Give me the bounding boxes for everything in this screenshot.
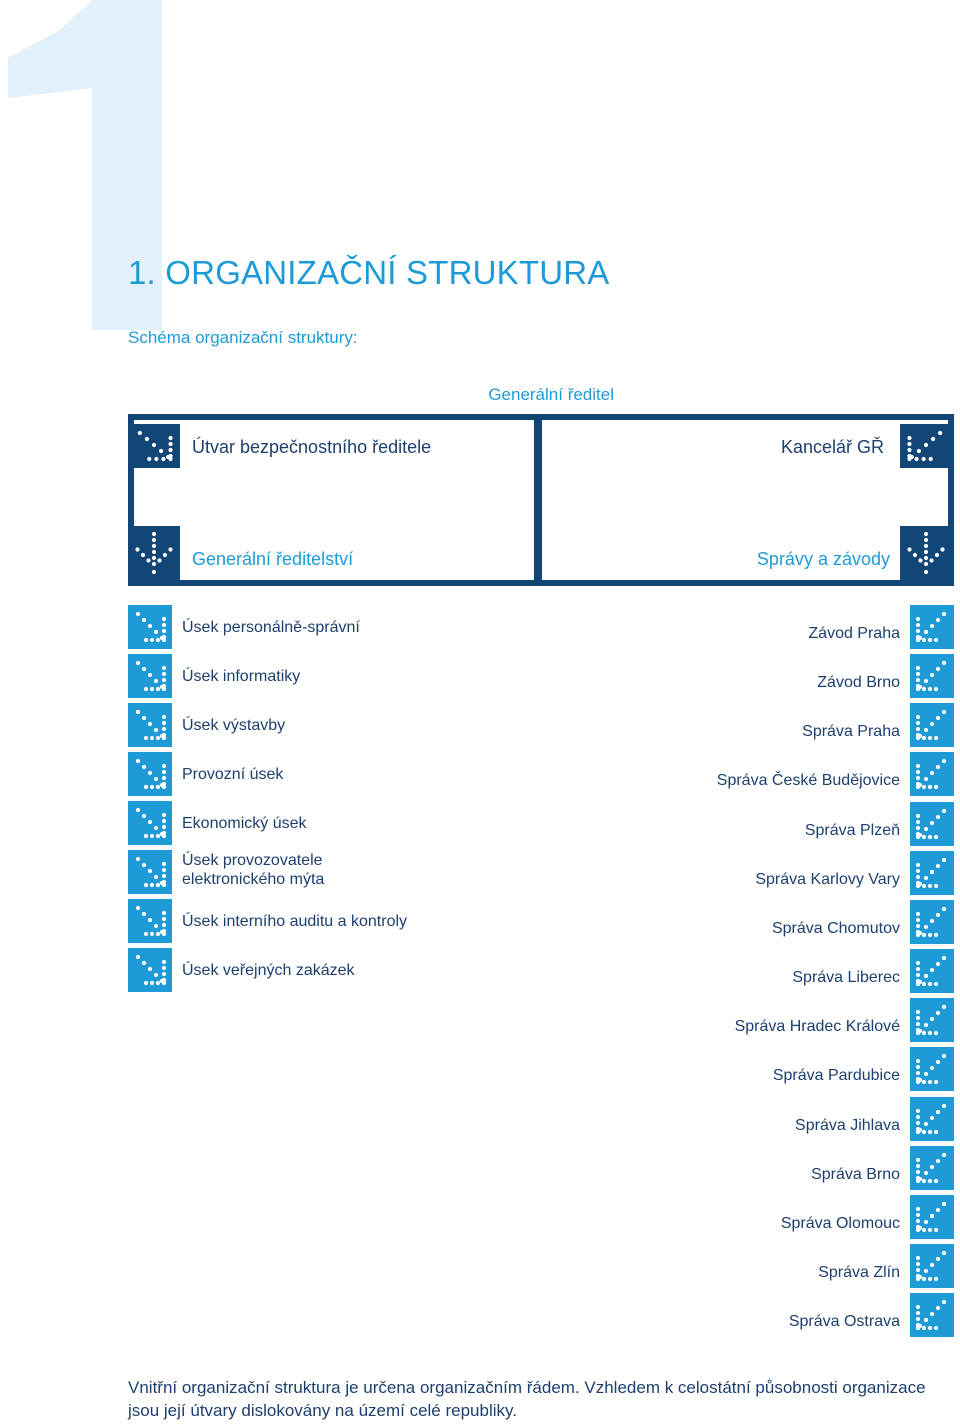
arrow-down-right-dots-icon (128, 654, 172, 698)
arrow-down-left-dots-icon (910, 802, 954, 846)
arrow-down-left-dots-icon (910, 1146, 954, 1190)
arrow-down-left-dots-icon (910, 998, 954, 1042)
left-unit-label: Úsek informatiky (182, 668, 301, 685)
right-unit-label: Závod Brno (817, 674, 900, 692)
arrow-down-left-dots-icon (910, 605, 954, 649)
right-unit-label: Správa Zlín (818, 1263, 900, 1281)
director-label: Generální ředitel (488, 385, 614, 404)
arrow-down-right-dots-icon (128, 948, 172, 992)
left-unit-label: Provozní úsek (182, 766, 284, 783)
arrow-down-left-dots-icon (910, 703, 954, 747)
arrow-down-left-dots-icon (910, 1244, 954, 1288)
arrow-down-left-dots-icon (910, 851, 954, 895)
office-icon (900, 424, 952, 468)
right-unit-label: Správa Pardubice (772, 1067, 900, 1085)
page-subtitle: Schéma organizační struktury: (128, 328, 358, 347)
left-unit-label: Úsek výstavby (182, 717, 286, 734)
footer-note: Vnitřní organizační struktura je určena organizačním řádem. Vzhledem k celostátní působnosti organizace jsou její útvary dislokovány na území celé republiky. (128, 1378, 926, 1420)
arrow-down-left-dots-icon (910, 654, 954, 698)
left-unit-label: Úsek veřejných zakázek (182, 962, 355, 979)
right-unit-label: Správa Plzeň (804, 821, 900, 839)
arrow-down-left-dots-icon (910, 949, 954, 993)
arrow-down-left-dots-icon (910, 1195, 954, 1239)
security-icon (128, 424, 180, 468)
page-title: 1. ORGANIZAČNÍ STRUKTURA (128, 254, 610, 291)
left-unit-label: elektronického mýta (182, 871, 325, 888)
arrow-down-left-dots-icon (910, 1293, 954, 1337)
right-branch-label: Správy a závody (756, 549, 890, 569)
arrow-down-left-dots-icon (910, 752, 954, 796)
arrow-down-left-dots-icon (910, 1047, 954, 1091)
arrow-down-right-dots-icon (128, 899, 172, 943)
right-unit-label: Správa Karlovy Vary (755, 870, 900, 888)
right-unit-label: Správa Chomutov (771, 919, 900, 937)
right-unit-label: Správa Hradec Králové (734, 1018, 900, 1036)
left-unit-label: Úsek provozovatele (182, 852, 323, 869)
right-unit-label: Správa Olomouc (780, 1214, 900, 1232)
left-branch-icon (128, 526, 180, 586)
right-unit-label: Správa Brno (811, 1165, 900, 1183)
arrow-down-right-dots-icon (128, 703, 172, 747)
left-unit-label: Úsek interního auditu a kontroly (182, 913, 408, 930)
arrow-down-right-dots-icon (128, 801, 172, 845)
left-unit-label: Ekonomický úsek (182, 815, 307, 832)
right-unit-label: Správa České Budějovice (716, 772, 900, 790)
arrow-down-left-dots-icon (910, 1097, 954, 1141)
arrow-down-right-dots-icon (128, 850, 172, 894)
right-unit-label: Správa Liberec (792, 969, 900, 987)
arrow-down-left-dots-icon (910, 900, 954, 944)
arrow-down-right-dots-icon (128, 752, 172, 796)
right-unit-label: Závod Praha (808, 625, 900, 642)
right-branch-icon (900, 526, 952, 586)
right-unit-label: Správa Ostrava (788, 1313, 900, 1331)
left-unit-label: Úsek personálně-správní (182, 619, 360, 636)
right-unit-label: Správa Praha (802, 723, 900, 741)
office-unit: Kancelář GŘ (780, 437, 884, 457)
right-unit-label: Správa Jihlava (795, 1116, 900, 1134)
security-director-unit: Útvar bezpečnostního ředitele (192, 437, 432, 457)
frame-divider (534, 414, 542, 586)
left-branch-label: Generální ředitelství (192, 549, 354, 569)
arrow-down-right-dots-icon (128, 605, 172, 649)
